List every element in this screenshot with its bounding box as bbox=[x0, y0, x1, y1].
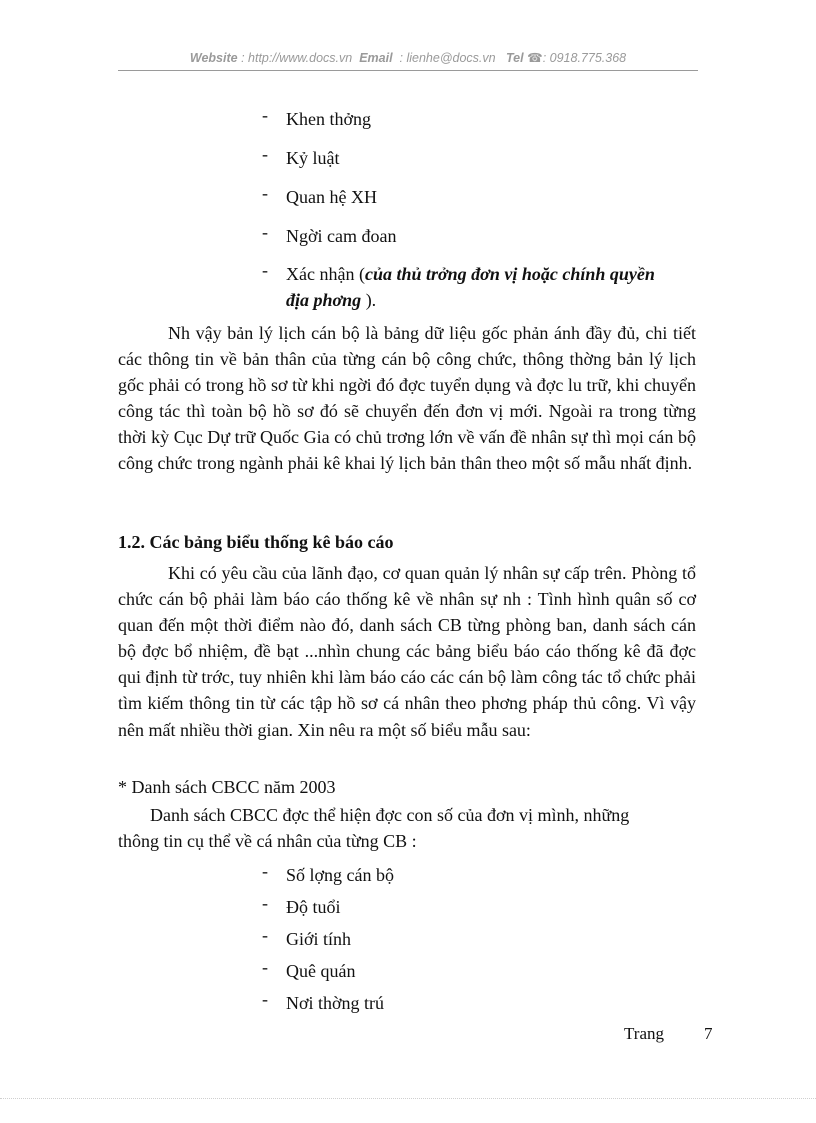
page-number: 7 bbox=[704, 1024, 713, 1043]
page-label: Trang bbox=[624, 1024, 664, 1043]
paragraph-3-line-2: thông tin cụ thể về cá nhân của từng CB : bbox=[118, 831, 417, 851]
bullet-text: Quan hệ XH bbox=[286, 187, 377, 207]
paragraph-2: Khi có yêu cầu của lãnh đạo, cơ quan quản lý nhân sự cấp trên. Phòng tổ chức cán bộ phải làm báo cáo thống kê về nhân sự nh : Tình hình quân số cơ quan đến một thời điểm nào đó, danh sách CB từng phòng ban, danh sách cán bộ đợc bổ nhiệm, đề bạt ...nhìn chung các bảng biểu báo cáo thống kê đã đợc qui định từ trớc, tuy nhiên khi làm báo cáo các cán bộ làm công tác tổ chức phải tìm kiếm thông tin từ các tập hồ sơ cá nhân theo phơng pháp thủ công. Vì vậy nên mất nhiều thời gian. Xin nêu ra một số biểu mẫu sau: bbox=[118, 563, 696, 740]
page-footer bbox=[624, 1024, 713, 1044]
phone-icon: ☎ bbox=[527, 51, 543, 65]
bullet-text: Độ tuổi bbox=[286, 897, 341, 917]
bullet-text: Ngời cam đoan bbox=[286, 226, 397, 246]
bullet-text: Số lợng cán bộ bbox=[286, 865, 395, 885]
tel-label: Tel bbox=[506, 51, 524, 65]
page-bottom-divider bbox=[0, 1098, 816, 1099]
confirm-suffix: ). bbox=[361, 290, 377, 310]
email-label: Email bbox=[359, 51, 393, 65]
website-label: Website bbox=[189, 51, 238, 65]
email-value: : lienhe@docs.vn bbox=[399, 51, 496, 65]
confirm-italic: của thủ trởng đơn vị hoặc chính quyền bbox=[364, 264, 655, 284]
website-value: : http://www.docs.vn bbox=[241, 51, 353, 65]
section-heading: 1.2. Các bảng biểu thống kê báo cáo bbox=[118, 532, 394, 552]
bullet-text: Quê quán bbox=[286, 961, 356, 981]
bullet-text: Kỷ luật bbox=[286, 148, 340, 168]
bullet-text: Khen thởng bbox=[286, 109, 372, 129]
bullet-text: Nơi thờng trú bbox=[286, 993, 385, 1013]
bullet-text: Giới tính bbox=[286, 929, 352, 949]
tel-value: : 0918.775.368 bbox=[542, 51, 627, 65]
confirm-prefix: Xác nhận ( bbox=[286, 264, 365, 284]
header-divider bbox=[118, 70, 698, 71]
page-header bbox=[0, 50, 816, 65]
paragraph-1: Nh vậy bản lý lịch cán bộ là bảng dữ liệu gốc phản ánh đầy đủ, chi tiết các thông tin về bản thân của từng cán bộ công chức, thông thờng bản lý lịch gốc phải có trong hồ sơ từ khi ngời đó đợc tuyển dụng và đợc lu trữ, khi chuyển công tác thì toàn bộ hồ sơ đó sẽ chuyển đến đơn vị mới. Ngoài ra trong từng thời kỳ Cục Dự trữ Quốc Gia có chủ trơng lớn về vấn đề nhân sự thì mọi cán bộ công chức trong ngành phải kê khai lý lịch bản thân theo một số mẫu nhất định. bbox=[118, 323, 696, 474]
confirm-italic-line2: địa phơng bbox=[286, 290, 362, 310]
list-title: * Danh sách CBCC năm 2003 bbox=[118, 777, 336, 797]
paragraph-3-line-1: Danh sách CBCC đợc thể hiện đợc con số của đơn vị mình, những bbox=[150, 805, 630, 825]
